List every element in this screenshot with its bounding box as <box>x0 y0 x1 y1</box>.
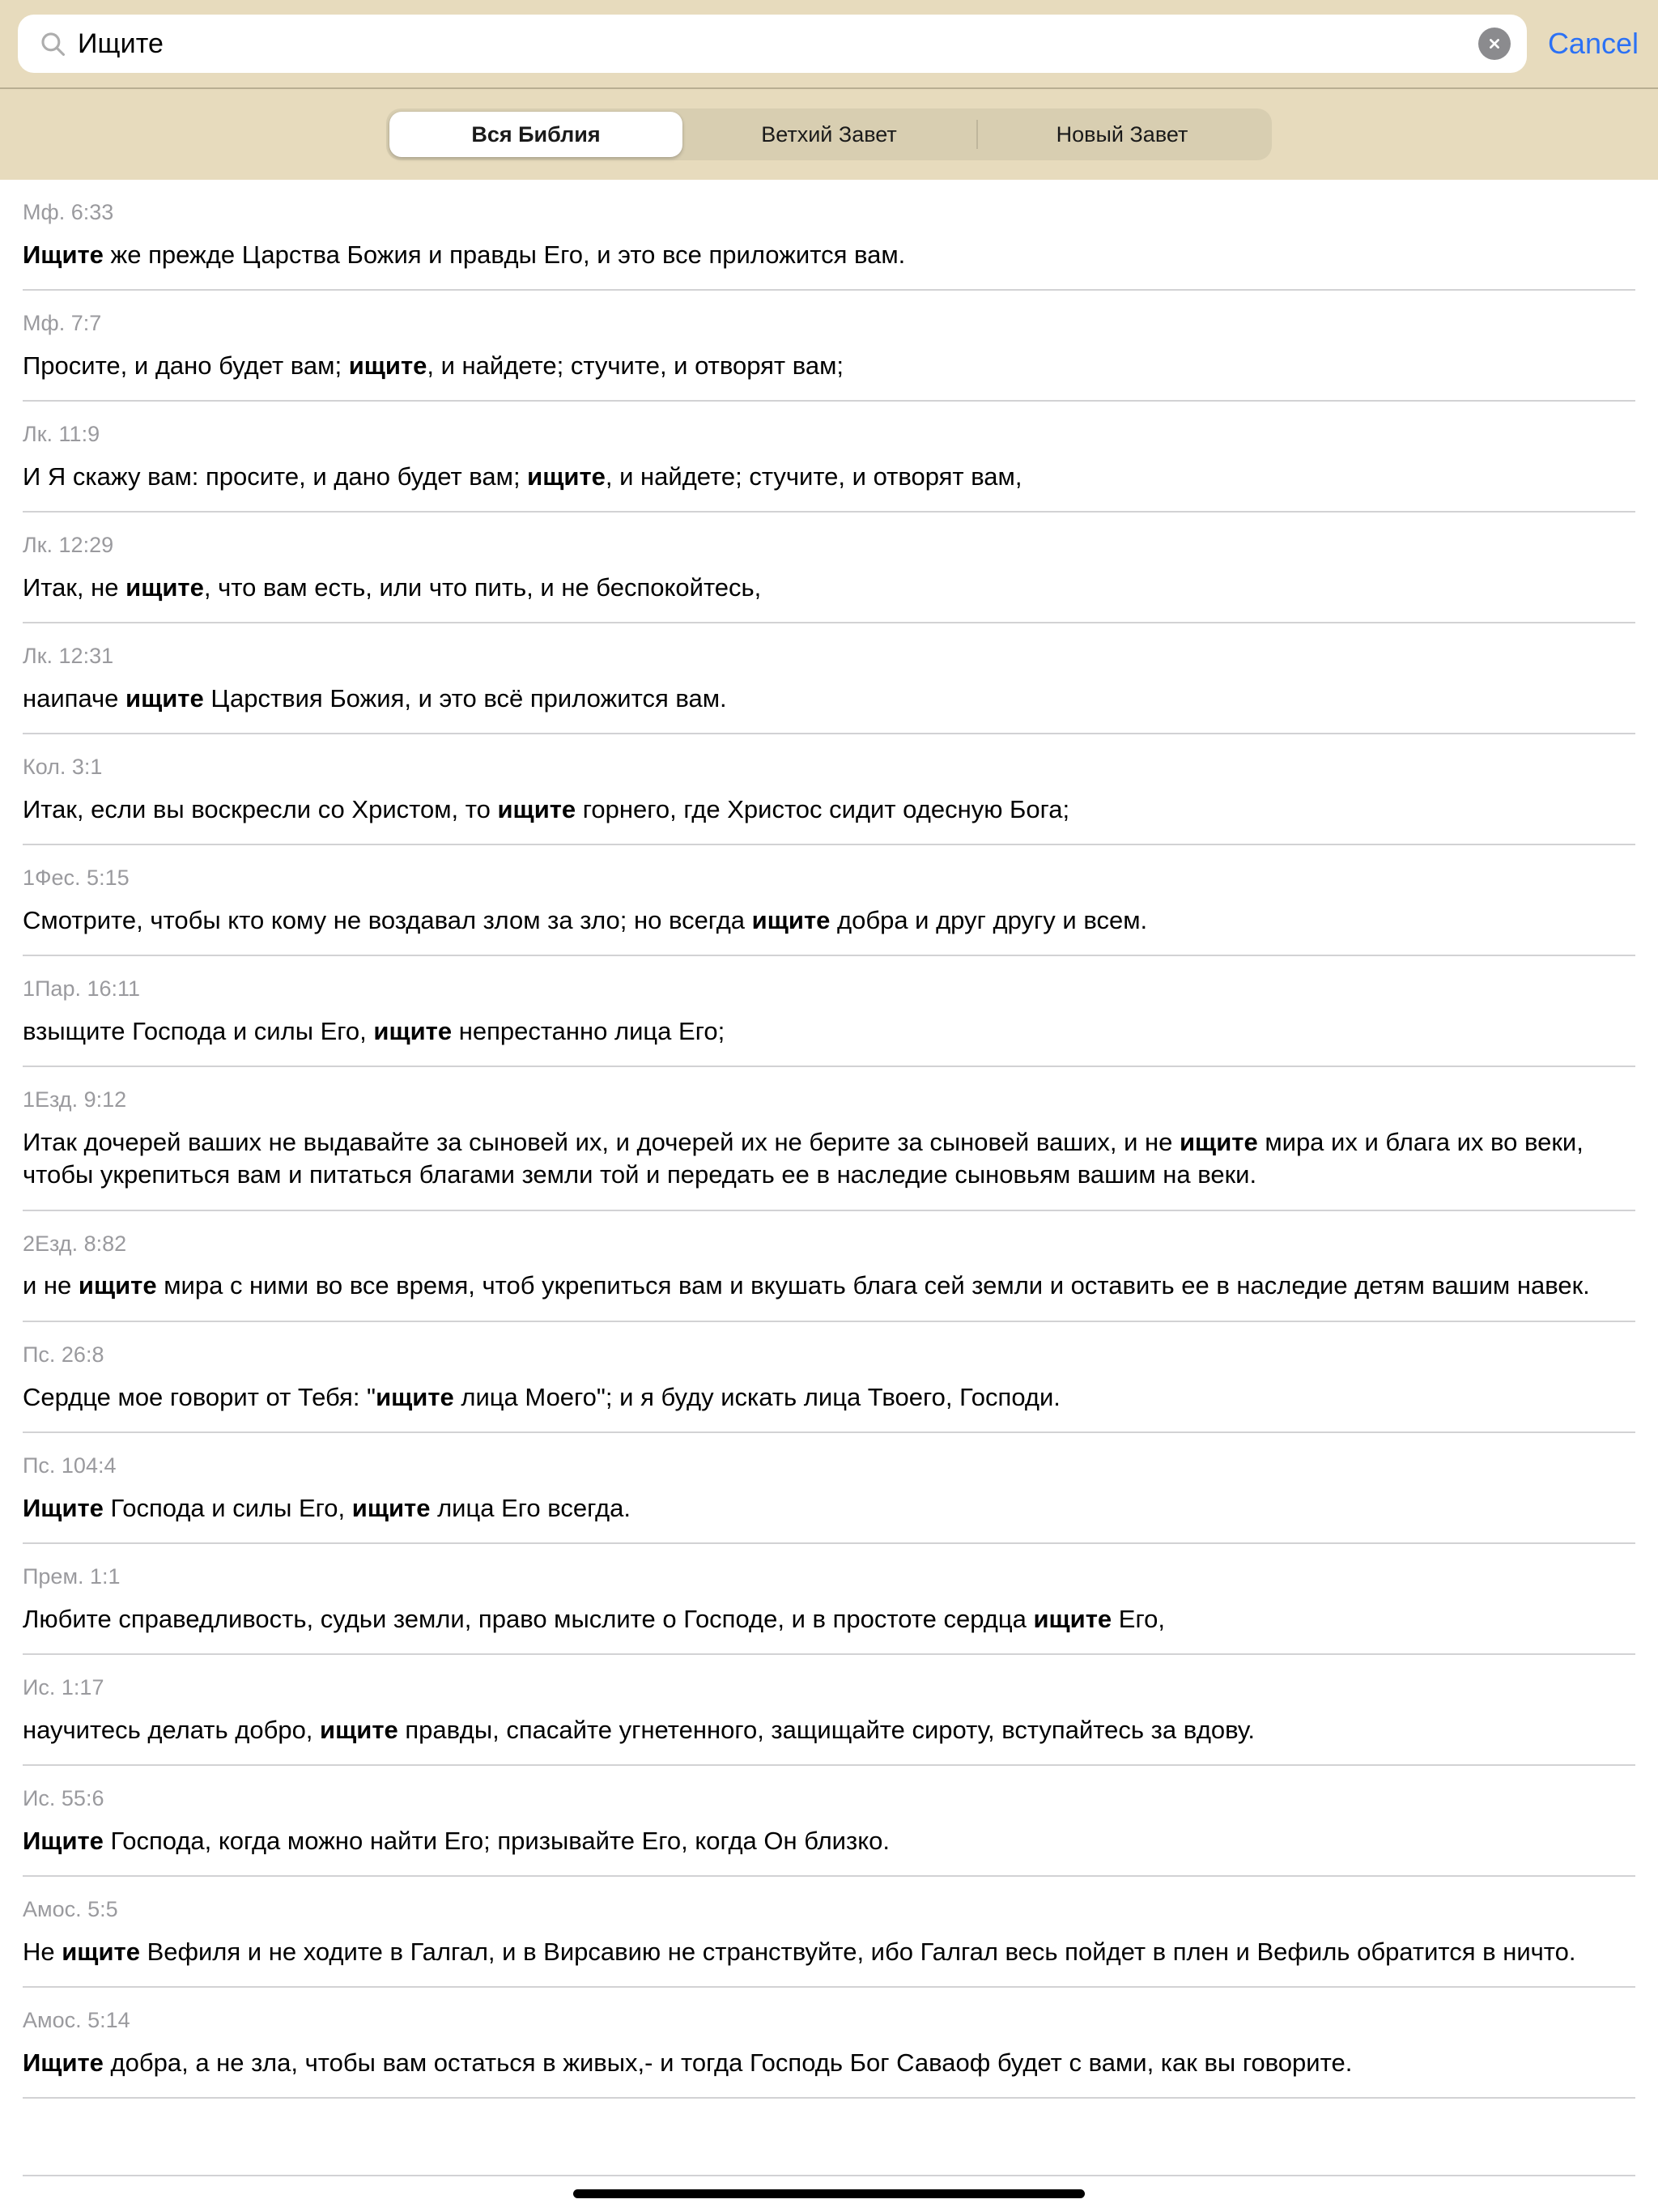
result-row-inner <box>23 1231 1635 1322</box>
verse-text-fragment: и не <box>23 1271 79 1300</box>
result-row[interactable] <box>0 1877 1658 1988</box>
verse-text-fragment: Господа и силы Его, <box>103 1493 352 1522</box>
highlighted-term: ищите <box>373 1017 453 1046</box>
verse-text-fragment: И Я скажу вам: просите, и дано будет вам; <box>23 462 528 491</box>
verse-text-fragment: Итак, не <box>23 572 126 602</box>
result-reference: Лк. 12:31 <box>23 644 114 669</box>
result-row[interactable] <box>0 402 1658 513</box>
segment-old-testament[interactable]: Ветхий Завет <box>761 121 897 147</box>
verse-text-fragment: Смотрите, чтобы кто кому не воздавал злом за зло; но всегда <box>23 906 752 935</box>
result-verse-text <box>23 1126 1635 1192</box>
result-row-inner <box>23 421 1635 513</box>
result-row[interactable] <box>0 1067 1658 1210</box>
result-verse-text <box>23 1015 1635 1048</box>
highlighted-term: ищите <box>527 462 606 491</box>
result-reference: Мф. 6:33 <box>23 200 114 224</box>
scope-segmented-control[interactable] <box>386 108 1272 160</box>
result-reference: Прем. 1:1 <box>23 1563 121 1589</box>
result-verse-text <box>23 461 1635 493</box>
empty-list-row <box>23 2099 1635 2176</box>
highlighted-term: Ищите <box>23 1493 104 1522</box>
result-row-inner <box>23 310 1635 402</box>
highlighted-term: ищите <box>497 794 576 823</box>
verse-text-fragment: добра, а не зла, чтобы вам остаться в живых,- и тогда Господь Бог Саваоф будет с вами, как вы говорите. <box>103 2048 1353 2077</box>
result-row[interactable] <box>0 1433 1658 1544</box>
search-results-list <box>0 180 1658 2212</box>
verse-text-fragment: Не <box>23 1937 62 1966</box>
highlighted-term: ищите <box>78 1271 157 1300</box>
result-verse-text <box>23 1603 1635 1636</box>
result-row-inner <box>23 1896 1635 1988</box>
result-row-inner <box>23 1342 1635 1433</box>
verse-text-fragment: же прежде Царства Божия и правды Его, и это все приложится вам. <box>103 240 906 269</box>
verse-text-fragment: Господа, когда можно найти Его; призывайте Его, когда Он близко. <box>103 1826 890 1855</box>
segment-new-testament[interactable]: Новый Завет <box>1056 121 1188 147</box>
result-verse-text <box>23 683 1635 715</box>
result-row-inner <box>23 1563 1635 1655</box>
search-icon <box>39 30 66 57</box>
search-query-text: Ищите <box>78 30 164 57</box>
verse-text-fragment: мира их и блага их во веки, чтобы укрепиться вам и питаться благами земли той и передать ее в наследие сыновьям вашим на веки. <box>23 1128 1584 1189</box>
result-reference: Кол. 3:1 <box>23 755 103 780</box>
result-reference: Амос. 5:14 <box>23 2008 130 2033</box>
result-row[interactable] <box>0 623 1658 734</box>
result-verse-text <box>23 1825 1635 1857</box>
highlighted-term: ищите <box>125 572 204 602</box>
verse-text-fragment: горнего, где Христос сидит одесную Бога; <box>576 794 1070 823</box>
result-reference: 2Езд. 8:82 <box>23 1231 127 1256</box>
verse-text-fragment: Его, <box>1112 1604 1165 1633</box>
verse-text-fragment: наипаче <box>23 683 126 713</box>
result-reference: Пс. 26:8 <box>23 1342 104 1367</box>
highlighted-term: ищите <box>62 1937 140 1966</box>
result-verse-text <box>23 1714 1635 1746</box>
result-reference: Ис. 1:17 <box>23 1674 104 1699</box>
result-verse-text <box>23 904 1635 937</box>
highlighted-term: ищите <box>1033 1604 1112 1633</box>
result-row-inner <box>23 532 1635 623</box>
highlighted-term: Ищите <box>23 240 104 269</box>
result-reference: Амос. 5:5 <box>23 1897 118 1921</box>
cancel-button[interactable]: Cancel <box>1547 27 1639 60</box>
result-row-inner <box>23 754 1635 845</box>
result-row[interactable] <box>0 1766 1658 1877</box>
highlighted-term: ищите <box>348 351 427 380</box>
result-reference: 1Фес. 5:15 <box>23 866 130 891</box>
verse-text-fragment: Просите, и дано будет вам; <box>23 351 349 380</box>
verse-text-fragment: лица Моего"; и я буду искать лица Твоего, Господи. <box>453 1382 1061 1411</box>
verse-text-fragment: мира с ними во все время, чтоб укрепиться вам и вкушать блага сей земли и оставить ее в наследие детям вашим навек. <box>156 1271 1590 1300</box>
result-row-inner <box>23 643 1635 734</box>
result-row-inner <box>23 1087 1635 1210</box>
result-row[interactable] <box>0 956 1658 1067</box>
highlighted-term: ищите <box>751 906 831 935</box>
search-header <box>0 0 1658 180</box>
result-verse-text <box>23 793 1635 826</box>
result-row[interactable] <box>0 1988 1658 2099</box>
search-bar-row <box>0 0 1658 89</box>
result-row[interactable] <box>0 1322 1658 1433</box>
verse-text-fragment: Царствия Божия, и это всё приложится вам. <box>203 683 727 713</box>
result-row-inner <box>23 865 1635 956</box>
result-row[interactable] <box>0 1655 1658 1766</box>
verse-text-fragment: лица Его всегда. <box>430 1493 631 1522</box>
result-verse-text <box>23 2047 1635 2079</box>
result-verse-text <box>23 1492 1635 1525</box>
result-verse-text <box>23 1381 1635 1414</box>
result-row-inner <box>23 2007 1635 2099</box>
search-input[interactable] <box>18 15 1527 73</box>
result-reference: 1Пар. 16:11 <box>23 976 141 1002</box>
verse-text-fragment: правды, спасайте угнетенного, защищайте сироту, вступайтесь за вдову. <box>397 1715 1255 1744</box>
result-verse-text <box>23 1936 1635 1968</box>
result-reference: Ис. 55:6 <box>23 1785 104 1810</box>
verse-text-fragment: Любите справедливость, судьи земли, право мыслите о Господе, и в простоте сердца <box>23 1604 1034 1633</box>
verse-text-fragment: , и найдете; стучите, и отворят вам; <box>427 351 844 380</box>
verse-text-fragment: , что вам есть, или что пить, и не беспокойтесь, <box>203 572 762 602</box>
highlighted-term: ищите <box>351 1493 431 1522</box>
verse-text-fragment: Итак, если вы воскресли со Христом, то <box>23 794 498 823</box>
result-reference: 1Езд. 9:12 <box>23 1087 127 1112</box>
result-reference: Пс. 104:4 <box>23 1453 117 1478</box>
result-reference: Мф. 7:7 <box>23 311 102 336</box>
highlighted-term: ищите <box>320 1715 398 1744</box>
result-verse-text <box>23 239 1635 271</box>
highlighted-term: ищите <box>376 1382 454 1411</box>
result-verse-text <box>23 572 1635 604</box>
scope-bar-row <box>0 89 1658 180</box>
verse-text-fragment: добра и друг другу и всем. <box>830 906 1148 935</box>
highlighted-term: Ищите <box>23 2048 104 2077</box>
result-row-inner <box>23 1674 1635 1766</box>
result-row[interactable] <box>0 734 1658 845</box>
result-row[interactable] <box>0 845 1658 956</box>
verse-text-fragment: научитесь делать добро, <box>23 1715 321 1744</box>
result-reference: Лк. 12:29 <box>23 533 114 558</box>
verse-text-fragment: Итак дочерей ваших не выдавайте за сыновей их, и дочерей их не берите за сыновей ваших, и не <box>23 1128 1180 1157</box>
result-row[interactable] <box>0 1211 1658 1322</box>
highlighted-term: Ищите <box>23 1826 104 1855</box>
home-indicator[interactable] <box>573 2189 1085 2198</box>
result-row[interactable] <box>0 180 1658 291</box>
segment-whole-bible[interactable]: Вся Библия <box>389 112 682 157</box>
result-row-inner <box>23 976 1635 1067</box>
result-reference: Лк. 11:9 <box>23 422 100 447</box>
result-row-inner <box>23 1785 1635 1877</box>
verse-text-fragment: , и найдете; стучите, и отворят вам, <box>605 462 1022 491</box>
result-verse-text <box>23 350 1635 382</box>
verse-text-fragment: непрестанно лица Его; <box>452 1017 725 1046</box>
result-row-inner <box>23 199 1635 291</box>
result-row[interactable] <box>0 291 1658 402</box>
verse-text-fragment: Сердце мое говорит от Тебя: " <box>23 1382 376 1411</box>
result-verse-text <box>23 1270 1635 1302</box>
verse-text-fragment: Вефиля и не ходите в Галгал, и в Вирсавию не странствуйте, ибо Галгал весь пойдет в плен и Вефиль обратится в ничто. <box>139 1937 1576 1966</box>
result-row[interactable] <box>0 1544 1658 1655</box>
highlighted-term: ищите <box>1180 1128 1258 1157</box>
highlighted-term: ищите <box>125 683 204 713</box>
result-row[interactable] <box>0 513 1658 623</box>
clear-search-icon[interactable] <box>1478 28 1511 60</box>
result-row-inner <box>23 1453 1635 1544</box>
verse-text-fragment: взыщите Господа и силы Его, <box>23 1017 374 1046</box>
